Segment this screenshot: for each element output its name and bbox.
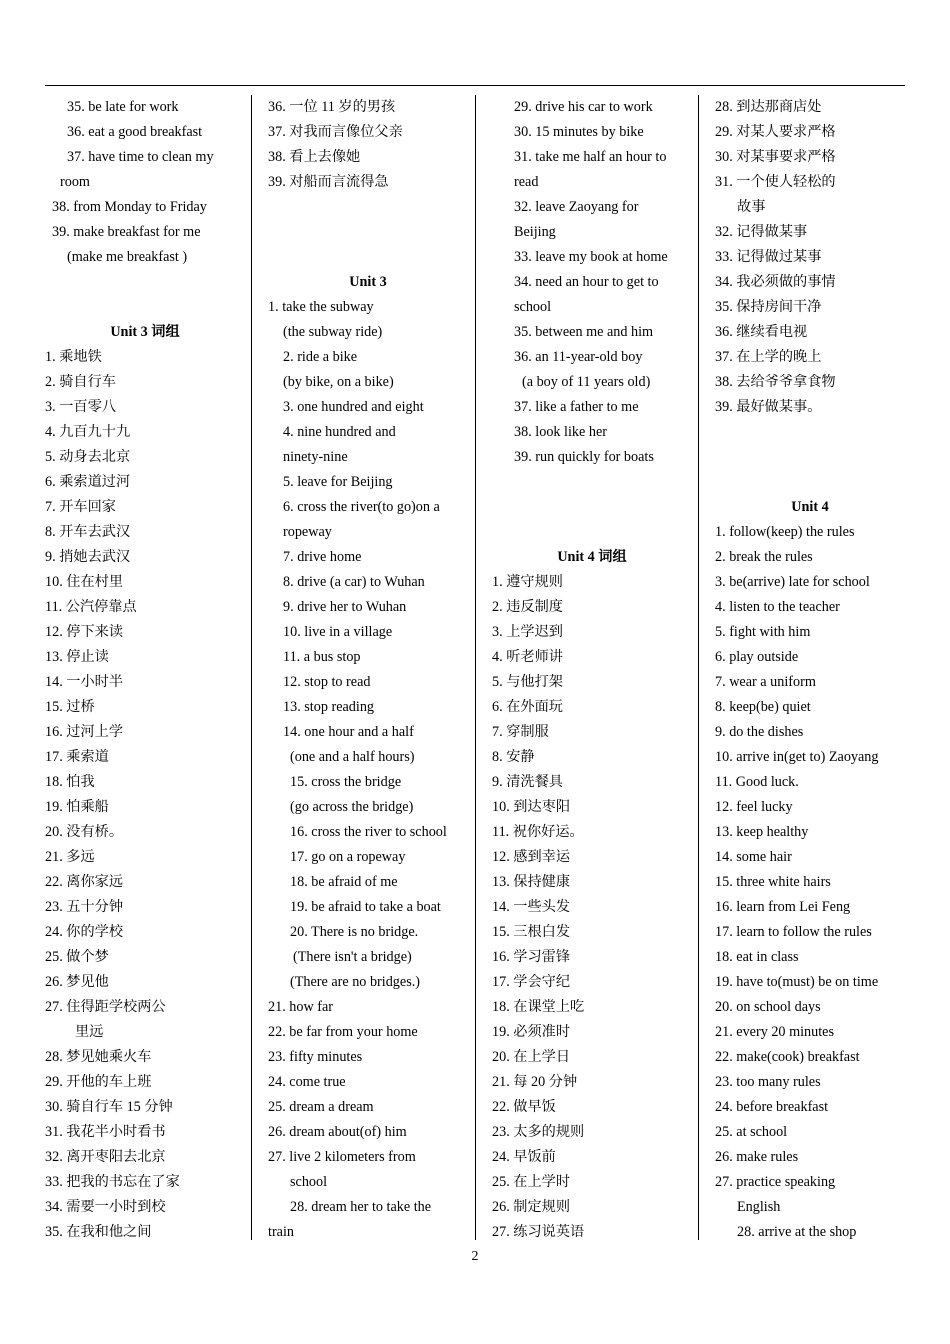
list-item: 23. too many rules xyxy=(715,1074,821,1090)
list-item: 11. 祝你好运。 xyxy=(492,824,584,840)
list-item: 27. live 2 kilometers from xyxy=(268,1149,416,1165)
list-item: 8. drive (a car) to Wuhan xyxy=(283,574,425,590)
list-item: 25. 在上学时 xyxy=(492,1174,571,1190)
list-item: 30. 骑自行车 15 分钟 xyxy=(45,1099,173,1115)
list-item: 2. 违反制度 xyxy=(492,599,563,615)
list-item: 13. keep healthy xyxy=(715,824,809,840)
list-item: 28. 到达那商店处 xyxy=(715,99,822,115)
section-heading: Unit 4 xyxy=(791,499,829,515)
list-item: 2. 骑自行车 xyxy=(45,374,116,390)
list-item: 10. arrive in(get to) Zaoyang xyxy=(715,749,879,765)
list-item: 25. 做个梦 xyxy=(45,949,109,965)
list-item: (the subway ride) xyxy=(283,324,383,340)
list-item: 24. 你的学校 xyxy=(45,924,124,940)
blank-line xyxy=(715,470,905,495)
list-item: 1. 乘地铁 xyxy=(45,349,102,365)
list-item: (There isn't a bridge) xyxy=(293,949,412,965)
list-item: 21. 多远 xyxy=(45,849,95,865)
list-item: 38. look like her xyxy=(514,424,607,440)
list-item: 23. 太多的规则 xyxy=(492,1124,585,1140)
list-item: 27. 住得距学校两公 xyxy=(45,999,166,1015)
list-item: 12. 感到幸运 xyxy=(492,849,571,865)
list-item: 17. 学会守纪 xyxy=(492,974,571,990)
blank-line xyxy=(715,420,905,445)
list-item: read xyxy=(514,174,539,190)
blank-line xyxy=(45,295,245,320)
list-item: 19. be afraid to take a boat xyxy=(290,899,441,915)
list-item: 7. 开车回家 xyxy=(45,499,116,515)
list-item: 17. 乘索道 xyxy=(45,749,109,765)
list-item: 3. one hundred and eight xyxy=(283,399,424,415)
blank-line xyxy=(268,220,468,245)
list-item: 20. There is no bridge. xyxy=(290,924,419,940)
list-item: 19. 怕乘船 xyxy=(45,799,109,815)
list-item: room xyxy=(60,174,90,190)
list-item: 13. stop reading xyxy=(283,699,375,715)
list-item: 26. dream about(of) him xyxy=(268,1124,407,1140)
list-item: 30. 对某事要求严格 xyxy=(715,149,836,165)
section-heading: Unit 3 词组 xyxy=(110,324,180,340)
list-item: 11. a bus stop xyxy=(283,649,361,665)
list-item: 1. follow(keep) the rules xyxy=(715,524,855,540)
list-item: 24. before breakfast xyxy=(715,1099,829,1115)
list-item: 32. 离开枣阳去北京 xyxy=(45,1149,166,1165)
list-item: 37. like a father to me xyxy=(514,399,639,415)
list-item: 9. 捎她去武汉 xyxy=(45,549,131,565)
list-item: 17. learn to follow the rules xyxy=(715,924,872,940)
list-item: 4. nine hundred and xyxy=(283,424,396,440)
list-item: 19. 必须准时 xyxy=(492,1024,571,1040)
list-item: 22. 离你家远 xyxy=(45,874,124,890)
list-item: 21. every 20 minutes xyxy=(715,1024,834,1040)
list-item: 16. 过河上学 xyxy=(45,724,124,740)
list-item: (by bike, on a bike) xyxy=(283,374,394,390)
list-item: 21. 每 20 分钟 xyxy=(492,1074,578,1090)
list-item: 6. play outside xyxy=(715,649,799,665)
list-item: school xyxy=(514,299,552,315)
list-item: 34. 我必须做的事情 xyxy=(715,274,836,290)
list-item: 14. 一小时半 xyxy=(45,674,124,690)
list-item: 18. 在课堂上吃 xyxy=(492,999,585,1015)
list-item: 8. 开车去武汉 xyxy=(45,524,131,540)
list-item: 20. on school days xyxy=(715,999,821,1015)
list-item: (one and a half hours) xyxy=(290,749,415,765)
list-item: 35. between me and him xyxy=(514,324,654,340)
list-item: 39. run quickly for boats xyxy=(514,449,654,465)
list-item: 20. 在上学日 xyxy=(492,1049,571,1065)
list-item: 5. 动身去北京 xyxy=(45,449,131,465)
list-item: 8. keep(be) quiet xyxy=(715,699,811,715)
list-item: (make me breakfast ) xyxy=(67,249,188,265)
list-item: 24. come true xyxy=(268,1074,346,1090)
list-item: 10. live in a village xyxy=(283,624,393,640)
list-item: 13. 停止读 xyxy=(45,649,109,665)
list-item: 1. take the subway xyxy=(268,299,374,315)
list-item: 31. 我花半小时看书 xyxy=(45,1124,166,1140)
list-item: 3. 一百零八 xyxy=(45,399,116,415)
list-item: 2. ride a bike xyxy=(283,349,358,365)
list-item: 26. 制定规则 xyxy=(492,1199,571,1215)
list-item: ninety-nine xyxy=(283,449,348,465)
list-item: 3. 上学迟到 xyxy=(492,624,563,640)
list-item: 27. 练习说英语 xyxy=(492,1224,585,1240)
list-item: 16. 学习雷锋 xyxy=(492,949,571,965)
list-item: 37. have time to clean my xyxy=(67,149,214,165)
list-item: 17. go on a ropeway xyxy=(290,849,406,865)
list-item: 28. dream her to take the xyxy=(290,1199,432,1215)
list-item: 38. 去给爷爷拿食物 xyxy=(715,374,836,390)
list-item: 15. three white hairs xyxy=(715,874,831,890)
column-divider xyxy=(475,95,476,1240)
list-item: 14. 一些头发 xyxy=(492,899,571,915)
blank-line xyxy=(492,495,692,520)
page-number: 2 xyxy=(471,1249,479,1264)
list-item: 7. 穿制服 xyxy=(492,724,549,740)
blank-line xyxy=(715,445,905,470)
column-1 xyxy=(45,95,245,1245)
list-item: 30. 15 minutes by bike xyxy=(514,124,644,140)
list-item: 15. 三根白发 xyxy=(492,924,571,940)
list-item: 8. 安静 xyxy=(492,749,535,765)
list-item: 36. eat a good breakfast xyxy=(67,124,203,140)
list-item: 14. one hour and a half xyxy=(283,724,414,740)
list-item: 32. 记得做某事 xyxy=(715,224,808,240)
list-item: 9. drive her to Wuhan xyxy=(283,599,407,615)
list-item: 23. fifty minutes xyxy=(268,1049,363,1065)
list-item: 13. 保持健康 xyxy=(492,874,571,890)
list-item: 2. break the rules xyxy=(715,549,813,565)
list-item: 33. leave my book at home xyxy=(514,249,668,265)
list-item: 15. cross the bridge xyxy=(290,774,402,790)
list-item: 故事 xyxy=(737,199,766,215)
list-item: 6. 乘索道过河 xyxy=(45,474,131,490)
list-item: train xyxy=(268,1224,294,1240)
list-item: 3. be(arrive) late for school xyxy=(715,574,870,590)
list-item: 25. dream a dream xyxy=(268,1099,374,1115)
list-item: 1. 遵守规则 xyxy=(492,574,563,590)
list-item: Beijing xyxy=(514,224,556,240)
list-item: 29. 对某人要求严格 xyxy=(715,124,836,140)
list-item: 36. 继续看电视 xyxy=(715,324,808,340)
column-3 xyxy=(492,95,692,1245)
list-item: 9. do the dishes xyxy=(715,724,804,740)
list-item: 27. practice speaking xyxy=(715,1174,836,1190)
list-item: 37. 对我而言像位父亲 xyxy=(268,124,403,140)
list-item: English xyxy=(737,1199,781,1215)
list-item: 31. 一个使人轻松的 xyxy=(715,174,836,190)
list-item: 39. 最好做某事。 xyxy=(715,399,822,415)
column-4 xyxy=(715,95,905,1245)
list-item: 7. wear a uniform xyxy=(715,674,816,690)
list-item: 7. drive home xyxy=(283,549,362,565)
list-item: 39. 对船而言流得急 xyxy=(268,174,389,190)
list-item: 14. some hair xyxy=(715,849,792,865)
list-item: school xyxy=(290,1174,328,1190)
list-item: (a boy of 11 years old) xyxy=(522,374,651,390)
list-item: 24. 早饭前 xyxy=(492,1149,556,1165)
blank-line xyxy=(492,470,692,495)
list-item: 12. 停下来读 xyxy=(45,624,124,640)
list-item: 36. 一位 11 岁的男孩 xyxy=(268,99,396,115)
blank-line xyxy=(45,270,245,295)
list-item: 35. be late for work xyxy=(67,99,179,115)
list-item: 19. have to(must) be on time xyxy=(715,974,879,990)
list-item: 39. make breakfast for me xyxy=(52,224,201,240)
list-item: 12. feel lucky xyxy=(715,799,793,815)
list-item: 11. 公汽停靠点 xyxy=(45,599,137,615)
list-item: (go across the bridge) xyxy=(290,799,414,815)
list-item: 11. Good luck. xyxy=(715,774,799,790)
list-item: 10. 到达枣阳 xyxy=(492,799,571,815)
list-item: 里远 xyxy=(75,1024,104,1040)
list-item: 37. 在上学的晚上 xyxy=(715,349,822,365)
top-rule xyxy=(45,85,905,86)
list-item: 29. drive his car to work xyxy=(514,99,653,115)
list-item: 10. 住在村里 xyxy=(45,574,124,590)
list-item: 20. 没有桥。 xyxy=(45,824,124,840)
list-item: 18. eat in class xyxy=(715,949,799,965)
list-item: 29. 开他的车上班 xyxy=(45,1074,152,1090)
list-item: 38. 看上去像她 xyxy=(268,149,361,165)
list-item: 26. make rules xyxy=(715,1149,799,1165)
list-item: 12. stop to read xyxy=(283,674,371,690)
blank-line xyxy=(268,245,468,270)
list-item: 21. how far xyxy=(268,999,334,1015)
list-item: 34. 需要一小时到校 xyxy=(45,1199,166,1215)
list-item: 26. 梦见他 xyxy=(45,974,109,990)
list-item: 5. 与他打架 xyxy=(492,674,563,690)
list-item: 23. 五十分钟 xyxy=(45,899,124,915)
blank-line xyxy=(492,520,692,545)
section-heading: Unit 3 xyxy=(349,274,387,290)
list-item: 22. 做早饭 xyxy=(492,1099,556,1115)
list-item: 35. 在我和他之间 xyxy=(45,1224,152,1240)
list-item: 33. 把我的书忘在了家 xyxy=(45,1174,180,1190)
list-item: ropeway xyxy=(283,524,332,540)
blank-line xyxy=(268,195,468,220)
list-item: 31. take me half an hour to xyxy=(514,149,667,165)
list-item: 6. 在外面玩 xyxy=(492,699,563,715)
list-item: 18. be afraid of me xyxy=(290,874,398,890)
list-item: 4. listen to the teacher xyxy=(715,599,840,615)
list-item: 5. fight with him xyxy=(715,624,811,640)
list-item: 33. 记得做过某事 xyxy=(715,249,822,265)
section-heading: Unit 4 词组 xyxy=(557,549,627,565)
list-item: 5. leave for Beijing xyxy=(283,474,393,490)
list-item: 18. 怕我 xyxy=(45,774,95,790)
list-item: (There are no bridges.) xyxy=(290,974,420,990)
list-item: 16. cross the river to school xyxy=(290,824,447,840)
list-item: 28. 梦见她乘火车 xyxy=(45,1049,152,1065)
column-divider xyxy=(251,95,252,1240)
list-item: 22. be far from your home xyxy=(268,1024,418,1040)
list-item: 15. 过桥 xyxy=(45,699,95,715)
list-item: 6. cross the river(to go)on a xyxy=(283,499,440,515)
list-item: 22. make(cook) breakfast xyxy=(715,1049,860,1065)
column-divider xyxy=(698,95,699,1240)
list-item: 25. at school xyxy=(715,1124,788,1140)
column-2 xyxy=(268,95,468,1245)
list-item: 35. 保持房间干净 xyxy=(715,299,822,315)
list-item: 36. an 11-year-old boy xyxy=(514,349,643,365)
list-item: 4. 听老师讲 xyxy=(492,649,563,665)
list-item: 16. learn from Lei Feng xyxy=(715,899,851,915)
list-item: 4. 九百九十九 xyxy=(45,424,131,440)
list-item: 32. leave Zaoyang for xyxy=(514,199,639,215)
list-item: 38. from Monday to Friday xyxy=(52,199,207,215)
list-item: 28. arrive at the shop xyxy=(737,1224,857,1240)
list-item: 9. 清洗餐具 xyxy=(492,774,563,790)
list-item: 34. need an hour to get to xyxy=(514,274,659,290)
